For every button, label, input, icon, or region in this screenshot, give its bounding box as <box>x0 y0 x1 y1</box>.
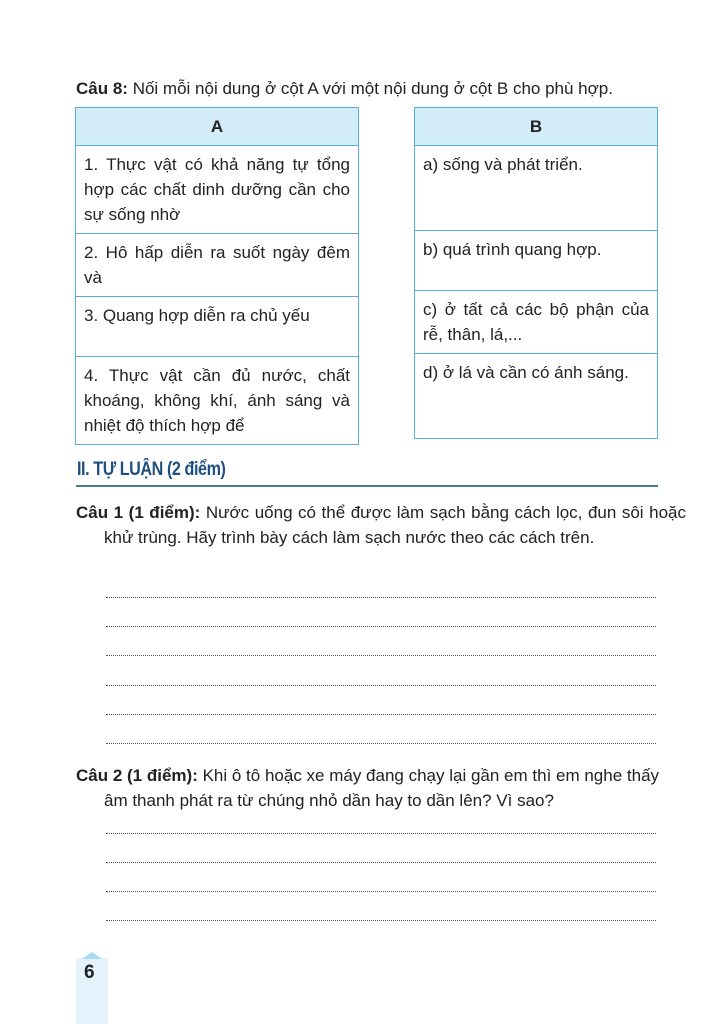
column-b-table <box>414 107 658 439</box>
question-2 <box>76 763 686 813</box>
column-header: B <box>415 108 658 146</box>
question-1 <box>76 500 686 550</box>
answer-line[interactable] <box>106 714 656 715</box>
tab-marker <box>82 952 102 959</box>
answer-line[interactable] <box>106 597 656 598</box>
table-cell: 2. Hô hấp diễn ra suốt ngày đêm và <box>76 234 359 297</box>
question-text: Nước uống có thể được làm sạch bằng cách lọc, đun sôi hoặc khử trùng. Hãy trình bày cách làm sạch nước theo các cách trên. <box>104 503 686 547</box>
answer-line[interactable] <box>106 626 656 627</box>
answer-line[interactable] <box>106 685 656 686</box>
table-cell: b) quá trình quang hợp. <box>415 231 658 291</box>
question-text: Khi ô tô hoặc xe máy đang chạy lại gần em thì em nghe thấy âm thanh phát ra từ chúng nhỏ dần hay to dần lên? Vì sao? <box>104 766 660 810</box>
table-cell: 1. Thực vật có khả năng tự tổng hợp các chất dinh dưỡng cần cho sự sống nhờ <box>76 146 359 234</box>
answer-line[interactable] <box>106 891 656 892</box>
answer-line[interactable] <box>106 833 656 834</box>
divider <box>76 485 658 487</box>
table-cell: 3. Quang hợp diễn ra chủ yếu <box>76 297 359 357</box>
section-title: II. TỰ LUẬN (2 điểm) <box>77 459 226 480</box>
answer-line[interactable] <box>106 920 656 921</box>
question-label: Câu 8: <box>76 79 128 98</box>
question-label: Câu 1 (1 điểm): <box>76 503 201 522</box>
answer-line[interactable] <box>106 862 656 863</box>
column-header: A <box>76 108 359 146</box>
question-8 <box>76 76 676 101</box>
page-number: 6 <box>84 962 95 983</box>
table-cell: a) sống và phát triển. <box>415 146 658 231</box>
question-text: Nối mỗi nội dung ở cột A với một nội dung ở cột B cho phù hợp. <box>127 79 613 98</box>
answer-line[interactable] <box>106 743 656 744</box>
table-cell: c) ở tất cả các bộ phận của rễ, thân, lá,... <box>415 291 658 354</box>
column-a-table <box>75 107 359 445</box>
table-cell: 4. Thực vật cần đủ nước, chất khoáng, không khí, ánh sáng và nhiệt độ thích hợp để <box>76 357 359 445</box>
question-label: Câu 2 (1 điểm): <box>76 766 198 785</box>
table-cell: d) ở lá và cần có ánh sáng. <box>415 354 658 439</box>
answer-line[interactable] <box>106 655 656 656</box>
